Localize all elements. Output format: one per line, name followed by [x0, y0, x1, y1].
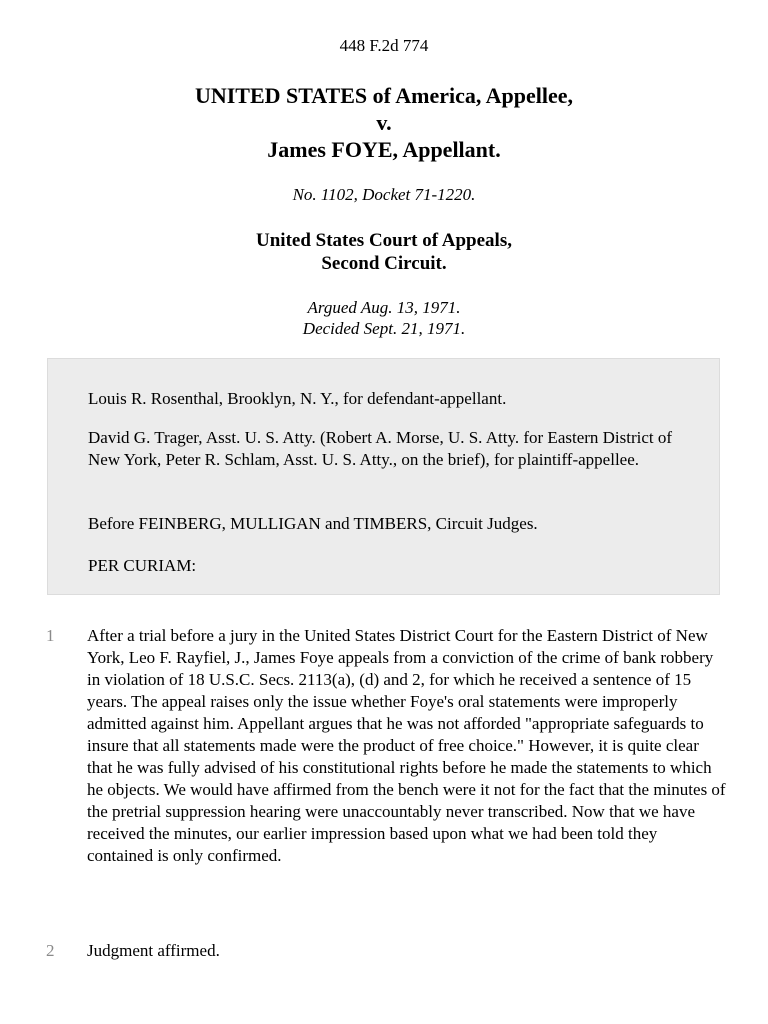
paragraph-text: After a trial before a jury in the United States District Court for the Eastern District of New York, Leo F. Rayfiel, J., James Foye appeals from a conviction of the crime of bank robbery in violation of 18 U.S.C. Secs. 2113(a), (d) and 2, for which he received a sentence of 15 years. The appeal raises only the issue whether Foye's oral statements were improperly admitted against him. Appellant argues that he was not afforded "appropriate safeguards to insure that all statements made were the product of free choice." However, it is quite clear that he was fully advised of his constitutional rights before he made the statements to which he objects. We would have affirmed from the bench were it not for the fact that the minutes of the pretrial suppression hearing were unaccountably never transcribed. Now that we have received the minutes, our earlier impression based upon what we had been told they contained is only confirmed. [87, 626, 726, 865]
argued-date: Argued Aug. 13, 1971. [307, 298, 461, 317]
case-title-appellee: UNITED STATES of America, Appellee, [194, 83, 574, 108]
counsel-appellee: David G. Trager, Asst. U. S. Atty. (Robert A. Morse, U. S. Atty. for Eastern District of New York, Peter R. Schlam, Asst. U. S. Atty., on the brief), for plaintiff-appellee. [88, 428, 673, 469]
judges-panel: Before FEINBERG, MULLIGAN and TIMBERS, Circuit Judges. [88, 514, 538, 533]
docket-number: No. 1102, Docket 71-1220. [292, 185, 476, 204]
case-title-appellant: James FOYE, Appellant. [267, 137, 501, 162]
counsel-appellant: Louis R. Rosenthal, Brooklyn, N. Y., for defendant-appellant. [88, 389, 507, 408]
counsel-box [47, 358, 720, 595]
court-name [0, 229, 768, 275]
case-dates [0, 297, 768, 339]
paragraph-text: Judgment affirmed. [87, 941, 220, 960]
case-title [0, 82, 768, 163]
court-name-line-1: United States Court of Appeals, [256, 230, 512, 251]
paragraph-number: 2 [46, 941, 55, 960]
case-title-versus: v. [376, 110, 392, 135]
paragraph-number: 1 [46, 626, 55, 645]
case-citation: 448 F.2d 774 [339, 36, 429, 55]
per-curiam-heading: PER CURIAM: [88, 556, 197, 575]
decided-date: Decided Sept. 21, 1971. [302, 319, 466, 338]
court-name-line-2: Second Circuit. [321, 253, 447, 274]
